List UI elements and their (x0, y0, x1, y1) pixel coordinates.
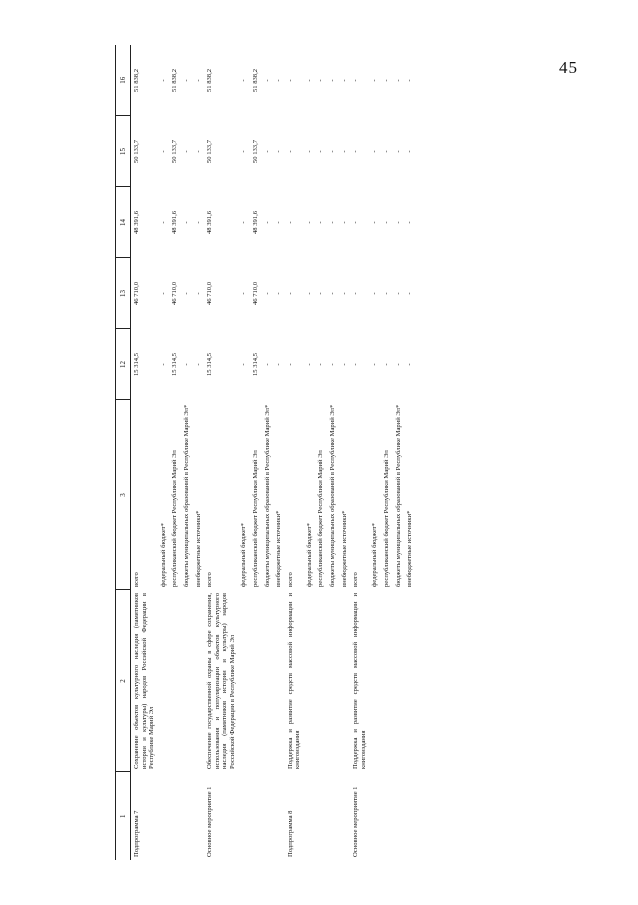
row-value-cell: - (329, 363, 337, 366)
row-code-cell (327, 772, 339, 860)
row-title-cell: Поддержка и развитие средств массовой информации и книгоиздания (286, 593, 302, 769)
row-code-cell (250, 772, 262, 860)
row-title-cell: Обеспечение государственной охраны в сфере сохранения, использования и популяризации объектов культурного наследия (памятников истории и культуры) народов Российской Федерации в Республике Марий Эл (206, 593, 236, 769)
row-value-cell: - (317, 292, 325, 295)
row-title-cell (315, 590, 327, 772)
row-value-cell: - (382, 221, 390, 224)
row-value-cell: - (240, 79, 248, 82)
table-row (393, 45, 405, 860)
row-source-cell: республиканский бюджет Республики Марий Эл (317, 450, 325, 587)
table-row (350, 45, 369, 860)
row-code-cell (304, 772, 316, 860)
row-value-cell: 46 710,0 (133, 281, 141, 306)
row-value-cell: - (317, 363, 325, 366)
table-row (250, 45, 262, 860)
row-value-cell: - (182, 150, 190, 153)
row-value-cell: 51 838,2 (133, 68, 141, 93)
row-code-cell: Подпрограмма 7 (133, 810, 141, 857)
row-value-cell: 15 314,5 (251, 352, 259, 377)
table-row (238, 45, 250, 860)
row-value-cell: 15 314,5 (206, 352, 214, 377)
table-row (315, 45, 327, 860)
row-value-cell: - (305, 292, 313, 295)
table-body (131, 45, 416, 860)
row-value-cell: 51 838,2 (251, 68, 259, 93)
row-source-cell: федеральный бюджет* (371, 523, 379, 587)
row-title-cell (181, 590, 193, 772)
row-value-cell: - (329, 150, 337, 153)
row-value-cell: - (182, 221, 190, 224)
row-value-cell: - (275, 363, 283, 366)
row-value-cell: - (263, 221, 271, 224)
row-value-cell: 48 391,6 (171, 210, 179, 235)
row-value-cell: - (352, 221, 360, 224)
row-value-cell: - (159, 292, 167, 295)
row-value-cell: - (340, 292, 348, 295)
row-value-cell: - (240, 221, 248, 224)
row-value-cell: - (352, 79, 360, 82)
row-value-cell: - (263, 292, 271, 295)
row-code-cell (262, 772, 274, 860)
page-number: 45 (559, 58, 578, 77)
row-value-cell: - (382, 363, 390, 366)
row-source-cell: федеральный бюджет* (240, 523, 248, 587)
row-value-cell: 50 133,7 (251, 139, 259, 164)
row-value-cell: 48 391,6 (251, 210, 259, 235)
financing-table (115, 45, 416, 860)
row-code-cell (158, 772, 170, 860)
row-value-cell: - (371, 363, 379, 366)
financing-table-rotated (115, 45, 575, 860)
row-value-cell: - (371, 79, 379, 82)
row-code-cell (238, 772, 250, 860)
row-code-cell (169, 772, 181, 860)
row-title-cell (193, 590, 205, 772)
table-row (285, 45, 304, 860)
table-row (204, 45, 238, 860)
row-value-cell: 50 133,7 (206, 139, 214, 164)
row-value-cell: - (263, 150, 271, 153)
row-source-cell: республиканский бюджет Республики Марий Эл (171, 450, 179, 587)
row-source-cell: внебюджетные источники* (340, 510, 348, 587)
row-value-cell: - (305, 221, 313, 224)
row-source-cell: республиканский бюджет Республики Марий Эл (251, 450, 259, 587)
row-title-cell (169, 590, 181, 772)
row-value-cell: - (406, 150, 414, 153)
row-source-cell: федеральный бюджет* (305, 523, 313, 587)
row-title-cell (393, 590, 405, 772)
row-value-cell: - (240, 292, 248, 295)
row-value-cell: - (340, 150, 348, 153)
row-code-cell (369, 772, 381, 860)
row-value-cell: - (394, 150, 402, 153)
row-value-cell: - (329, 292, 337, 295)
row-source-cell: всего (286, 572, 294, 587)
row-value-cell: - (286, 221, 294, 224)
col-header: 14 (116, 187, 131, 258)
row-value-cell: - (159, 150, 167, 153)
row-value-cell: - (305, 363, 313, 366)
row-value-cell: - (352, 150, 360, 153)
row-title-cell (158, 590, 170, 772)
row-value-cell: - (275, 221, 283, 224)
col-header: 3 (116, 400, 131, 590)
row-value-cell: - (340, 79, 348, 82)
row-value-cell: - (194, 150, 202, 153)
row-value-cell: - (194, 363, 202, 366)
row-value-cell: - (406, 363, 414, 366)
row-title-cell (404, 590, 416, 772)
row-value-cell: 46 710,0 (171, 281, 179, 306)
row-value-cell: - (382, 292, 390, 295)
row-value-cell: - (394, 363, 402, 366)
row-code-cell (339, 772, 351, 860)
table-row (193, 45, 205, 860)
row-title-cell (327, 590, 339, 772)
row-value-cell: - (394, 221, 402, 224)
row-value-cell: 48 391,6 (133, 210, 141, 235)
row-value-cell: - (371, 292, 379, 295)
row-value-cell: - (382, 79, 390, 82)
row-source-cell: бюджеты муниципальных образований в Республике Марий Эл* (329, 404, 337, 587)
row-source-cell: бюджеты муниципальных образований в Республике Марий Эл* (182, 404, 190, 587)
row-title-cell (369, 590, 381, 772)
row-source-cell: внебюджетные источники* (194, 510, 202, 587)
row-code-cell (181, 772, 193, 860)
table-row (131, 45, 158, 860)
table-row (404, 45, 416, 860)
row-title-cell (273, 590, 285, 772)
row-source-cell: бюджеты муниципальных образований в Республике Марий Эл* (263, 404, 271, 587)
table-row (181, 45, 193, 860)
col-header: 2 (116, 590, 131, 772)
row-code-cell: Основное мероприятие 1 (206, 786, 214, 857)
row-title-cell (304, 590, 316, 772)
row-code-cell: Основное мероприятие 1 (352, 786, 360, 857)
row-value-cell: - (340, 221, 348, 224)
row-value-cell: - (394, 79, 402, 82)
row-value-cell: - (182, 292, 190, 295)
row-value-cell: - (275, 292, 283, 295)
table-row (273, 45, 285, 860)
row-value-cell: - (406, 292, 414, 295)
row-value-cell: 15 314,5 (171, 352, 179, 377)
row-title-cell (339, 590, 351, 772)
row-value-cell: - (352, 292, 360, 295)
row-source-cell: всего (352, 572, 360, 587)
row-value-cell: - (317, 221, 325, 224)
col-header: 1 (116, 772, 131, 860)
row-value-cell: - (194, 292, 202, 295)
row-value-cell: - (406, 221, 414, 224)
row-value-cell: - (275, 150, 283, 153)
row-value-cell: - (182, 79, 190, 82)
row-value-cell: - (240, 363, 248, 366)
row-value-cell: - (371, 150, 379, 153)
row-value-cell: - (317, 150, 325, 153)
row-value-cell: 51 838,2 (171, 68, 179, 93)
table-row (339, 45, 351, 860)
row-value-cell: - (240, 150, 248, 153)
row-value-cell: 15 314,5 (133, 352, 141, 377)
row-value-cell: - (305, 79, 313, 82)
row-value-cell: - (286, 150, 294, 153)
row-value-cell: - (317, 79, 325, 82)
row-value-cell: - (263, 79, 271, 82)
row-code-cell: Подпрограмма 8 (286, 810, 294, 857)
table-row (169, 45, 181, 860)
table-row (158, 45, 170, 860)
row-value-cell: - (286, 292, 294, 295)
table-row (262, 45, 274, 860)
row-value-cell: - (182, 363, 190, 366)
row-source-cell: федеральный бюджет* (159, 523, 167, 587)
row-value-cell: - (159, 221, 167, 224)
row-title-cell: Поддержка и развитие средств массовой информации и книгоиздания (352, 593, 367, 769)
row-value-cell: - (329, 79, 337, 82)
row-value-cell: - (305, 150, 313, 153)
col-header: 13 (116, 258, 131, 329)
table-row (327, 45, 339, 860)
row-source-cell: республиканский бюджет Республики Марий Эл (382, 450, 390, 587)
row-value-cell: - (159, 363, 167, 366)
row-value-cell: 51 838,2 (206, 68, 214, 93)
col-header: 16 (116, 45, 131, 116)
row-code-cell (393, 772, 405, 860)
row-value-cell: - (352, 363, 360, 366)
col-header: 12 (116, 329, 131, 400)
row-value-cell: - (406, 79, 414, 82)
row-source-cell: внебюджетные источники* (406, 510, 414, 587)
row-value-cell: - (275, 79, 283, 82)
table-row (369, 45, 381, 860)
table-row (381, 45, 393, 860)
row-value-cell: - (340, 363, 348, 366)
row-source-cell: всего (206, 572, 214, 587)
row-code-cell (273, 772, 285, 860)
row-value-cell: - (286, 79, 294, 82)
row-value-cell: - (394, 292, 402, 295)
row-code-cell (315, 772, 327, 860)
table-row (304, 45, 316, 860)
row-value-cell: - (263, 363, 271, 366)
row-title-cell (250, 590, 262, 772)
row-source-cell: внебюджетные источники* (275, 510, 283, 587)
row-value-cell: 50 133,7 (171, 139, 179, 164)
row-title-cell (238, 590, 250, 772)
row-value-cell: - (329, 221, 337, 224)
row-value-cell: 46 710,0 (206, 281, 214, 306)
table-header-row (116, 45, 131, 860)
row-value-cell: - (194, 221, 202, 224)
row-code-cell (193, 772, 205, 860)
row-value-cell: 50 133,7 (133, 139, 141, 164)
row-title-cell (262, 590, 274, 772)
row-title-cell (381, 590, 393, 772)
row-value-cell: 48 391,6 (206, 210, 214, 235)
row-value-cell: - (371, 221, 379, 224)
col-header: 15 (116, 116, 131, 187)
row-source-cell: всего (133, 572, 141, 587)
row-value-cell: 46 710,0 (251, 281, 259, 306)
row-value-cell: - (159, 79, 167, 82)
row-value-cell: - (286, 363, 294, 366)
row-source-cell: бюджеты муниципальных образований в Республике Марий Эл* (394, 404, 402, 587)
row-value-cell: - (194, 79, 202, 82)
row-value-cell: - (382, 150, 390, 153)
row-title-cell: Сохранение объектов культурного наследия (памятников истории и культуры) народов Российской Федерации в Республике Марий Эл (133, 593, 156, 769)
row-code-cell (381, 772, 393, 860)
row-code-cell (404, 772, 416, 860)
